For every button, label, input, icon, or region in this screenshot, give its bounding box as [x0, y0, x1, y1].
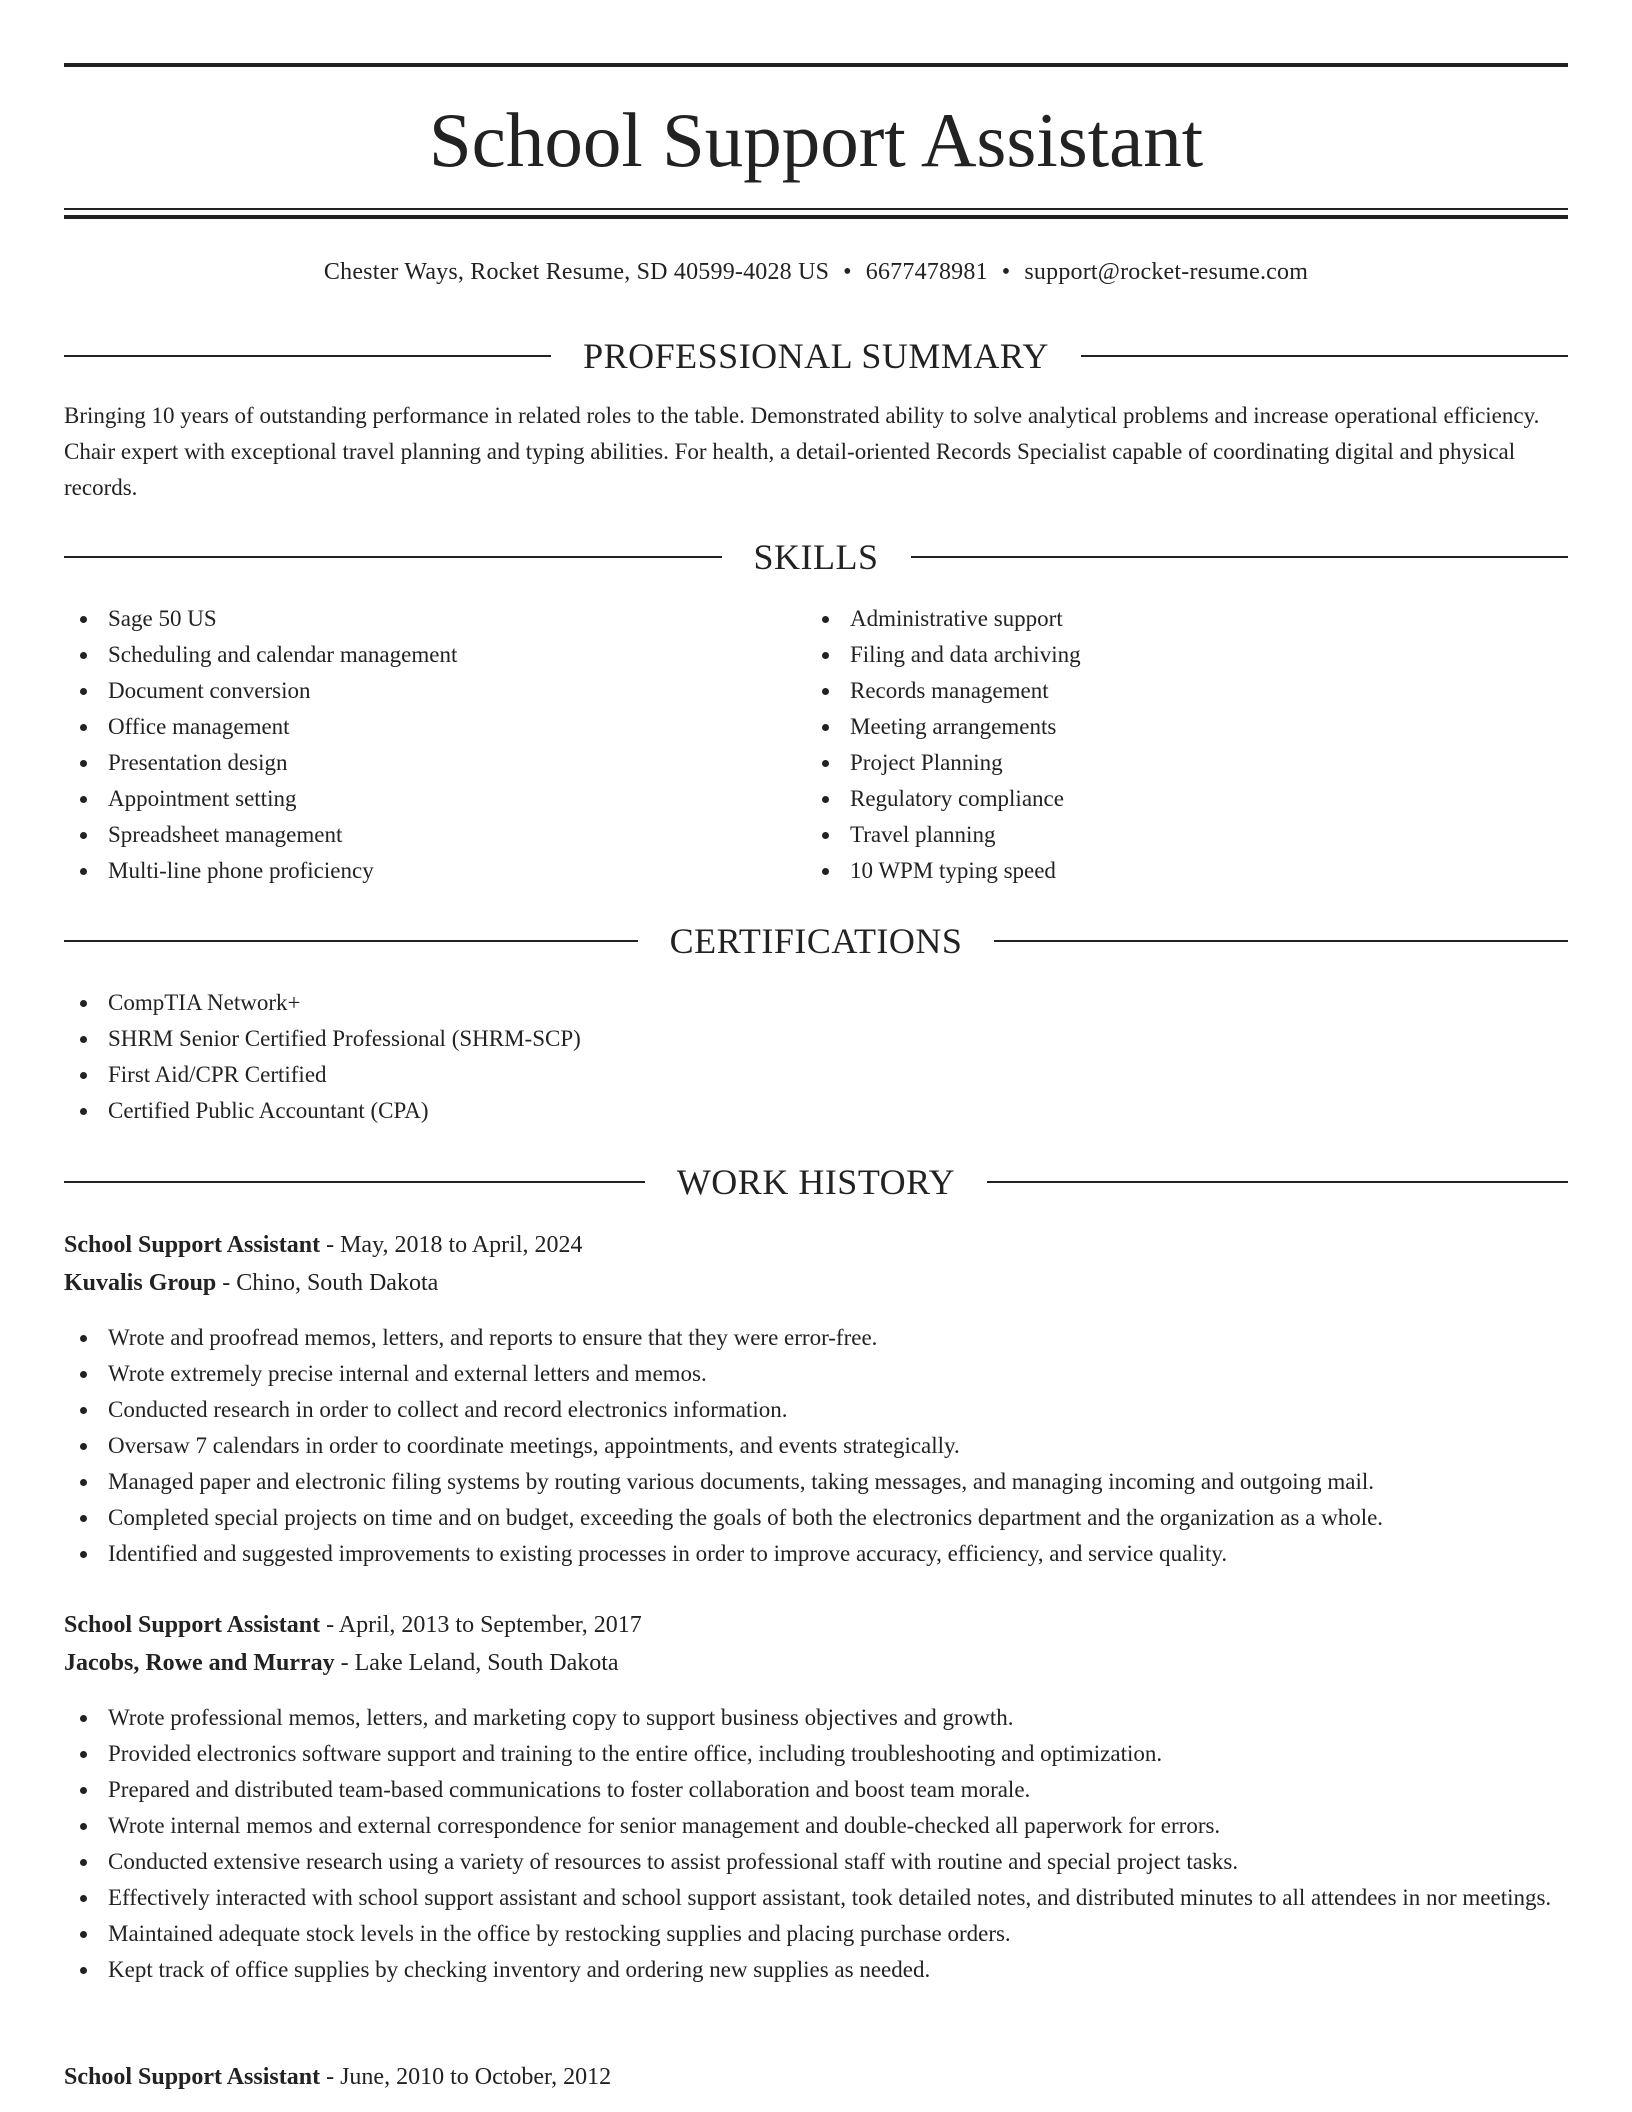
- duty-item: Managed paper and electronic filing systems by routing various documents, taking messages, and managing incoming and outgoing mail.: [64, 1464, 1568, 1500]
- skill-item: Multi-line phone proficiency: [64, 853, 804, 889]
- title-underline-thick: [64, 215, 1568, 219]
- duty-item: Maintained adequate stock levels in the office by restocking supplies and placing purchase orders.: [64, 1916, 1568, 1952]
- summary-text: Bringing 10 years of outstanding performance in related roles to the table. Demonstrated ability to solve analytical problems and increase operational efficiency. Chair expert with exceptional travel planning and typing abilities. For health, a detail-oriented Records Specialist capable of coordinating digital and physical records.: [64, 403, 1540, 500]
- skill-item: Spreadsheet management: [64, 817, 804, 853]
- section-heading-label: CERTIFICATIONS: [669, 921, 963, 961]
- duty-item: Conducted research in order to collect and record electronics information.: [64, 1392, 1568, 1428]
- job-location: - Chino, South Dakota: [216, 1270, 439, 1296]
- heading-rule-right: [1081, 355, 1568, 357]
- certifications-list: [64, 985, 1568, 1129]
- job-duties-list: [64, 1700, 1568, 1988]
- certification-item: Certified Public Accountant (CPA): [64, 1093, 1568, 1129]
- duty-item: Kept track of office supplies by checking inventory and ordering new supplies as needed.: [64, 1952, 1568, 1988]
- section-heading-label: SKILLS: [753, 537, 879, 577]
- job-location: - Lake Leland, South Dakota: [334, 1650, 619, 1676]
- heading-rule-left: [64, 940, 638, 942]
- job-title-line: [64, 1226, 1568, 1264]
- job-dates: - June, 2010 to October, 2012: [320, 2064, 612, 2090]
- section-heading-label: PROFESSIONAL SUMMARY: [583, 336, 1049, 376]
- job-title: School Support Assistant: [64, 2064, 321, 2090]
- contact-email[interactable]: support@rocket-resume.com: [1024, 259, 1309, 285]
- section-heading-label: WORK HISTORY: [676, 1162, 956, 1202]
- skills-list-right: [806, 601, 1546, 889]
- contact-separator: •: [1001, 259, 1011, 285]
- title-underline-thin: [64, 208, 1568, 210]
- skill-item: Appointment setting: [64, 781, 804, 817]
- job-company-line: [64, 1644, 1568, 1682]
- heading-rule-right: [911, 556, 1569, 558]
- duty-item: Completed special projects on time and on budget, exceeding the goals of both the electronics department and the organization as a whole.: [64, 1500, 1568, 1536]
- resume-title: School Support Assistant: [428, 97, 1204, 183]
- certification-item: First Aid/CPR Certified: [64, 1057, 1568, 1093]
- skill-item: Meeting arrangements: [806, 709, 1546, 745]
- contact-separator: •: [843, 259, 852, 285]
- job-title: School Support Assistant: [64, 1612, 321, 1638]
- duty-item: Provided electronics software support and training to the entire office, including troubleshooting and optimization.: [64, 1736, 1568, 1772]
- heading-rule-right: [994, 940, 1568, 942]
- duty-item: Conducted extensive research using a variety of resources to assist professional staff with routine and special project tasks.: [64, 1844, 1568, 1880]
- skill-item: Filing and data archiving: [806, 637, 1546, 673]
- skill-item: Office management: [64, 709, 804, 745]
- duty-item: Effectively interacted with school support assistant and school support assistant, took detailed notes, and distributed minutes to all attendees in nor meetings.: [64, 1880, 1568, 1916]
- section-heading-work-history: [64, 1160, 1568, 1204]
- skill-item: Sage 50 US: [64, 601, 804, 637]
- duty-item: Oversaw 7 calendars in order to coordinate meetings, appointments, and events strategically.: [64, 1428, 1568, 1464]
- skill-item: Regulatory compliance: [806, 781, 1546, 817]
- job-company: Kuvalis Group: [64, 1270, 217, 1296]
- skill-item: Presentation design: [64, 745, 804, 781]
- heading-rule-left: [64, 355, 551, 357]
- skill-item: Project Planning: [806, 745, 1546, 781]
- job-company: Jacobs, Rowe and Murray: [64, 1650, 335, 1676]
- contact-address: Chester Ways, Rocket Resume, SD 40599-4028 US: [323, 259, 830, 285]
- duty-item: Wrote internal memos and external correspondence for senior management and double-checked all paperwork for errors.: [64, 1808, 1568, 1844]
- duty-item: Identified and suggested improvements to existing processes in order to improve accuracy, efficiency, and service quality.: [64, 1536, 1568, 1572]
- skill-item: Travel planning: [806, 817, 1546, 853]
- job-duties-list: [64, 1320, 1568, 1572]
- contact-phone: 6677478981: [865, 259, 988, 285]
- skill-item: Document conversion: [64, 673, 804, 709]
- certification-item: CompTIA Network+: [64, 985, 1568, 1021]
- certification-item: SHRM Senior Certified Professional (SHRM-SCP): [64, 1021, 1568, 1057]
- skill-item: 10 WPM typing speed: [806, 853, 1546, 889]
- skill-item: Scheduling and calendar management: [64, 637, 804, 673]
- skill-item: Records management: [806, 673, 1546, 709]
- job-title-line: [64, 1606, 1568, 1644]
- heading-rule-right: [987, 1181, 1568, 1183]
- job-title-line: [64, 2058, 1568, 2096]
- duty-item: Wrote and proofread memos, letters, and reports to ensure that they were error-free.: [64, 1320, 1568, 1356]
- job-company-line: [64, 1264, 1568, 1302]
- skill-item: Administrative support: [806, 601, 1546, 637]
- section-heading-summary: [64, 334, 1568, 378]
- section-heading-skills: [64, 535, 1568, 579]
- job-dates: - April, 2013 to September, 2017: [320, 1612, 642, 1638]
- section-heading-certifications: [64, 919, 1568, 963]
- duty-item: Prepared and distributed team-based communications to foster collaboration and boost team morale.: [64, 1772, 1568, 1808]
- job-title: School Support Assistant: [64, 1232, 321, 1258]
- heading-rule-left: [64, 1181, 645, 1183]
- job-dates: - May, 2018 to April, 2024: [320, 1232, 583, 1258]
- contact-line: [64, 254, 1568, 290]
- heading-rule-left: [64, 556, 722, 558]
- skills-list-left: [64, 601, 804, 889]
- top-rule: [64, 63, 1568, 67]
- duty-item: Wrote extremely precise internal and external letters and memos.: [64, 1356, 1568, 1392]
- duty-item: Wrote professional memos, letters, and marketing copy to support business objectives and growth.: [64, 1700, 1568, 1736]
